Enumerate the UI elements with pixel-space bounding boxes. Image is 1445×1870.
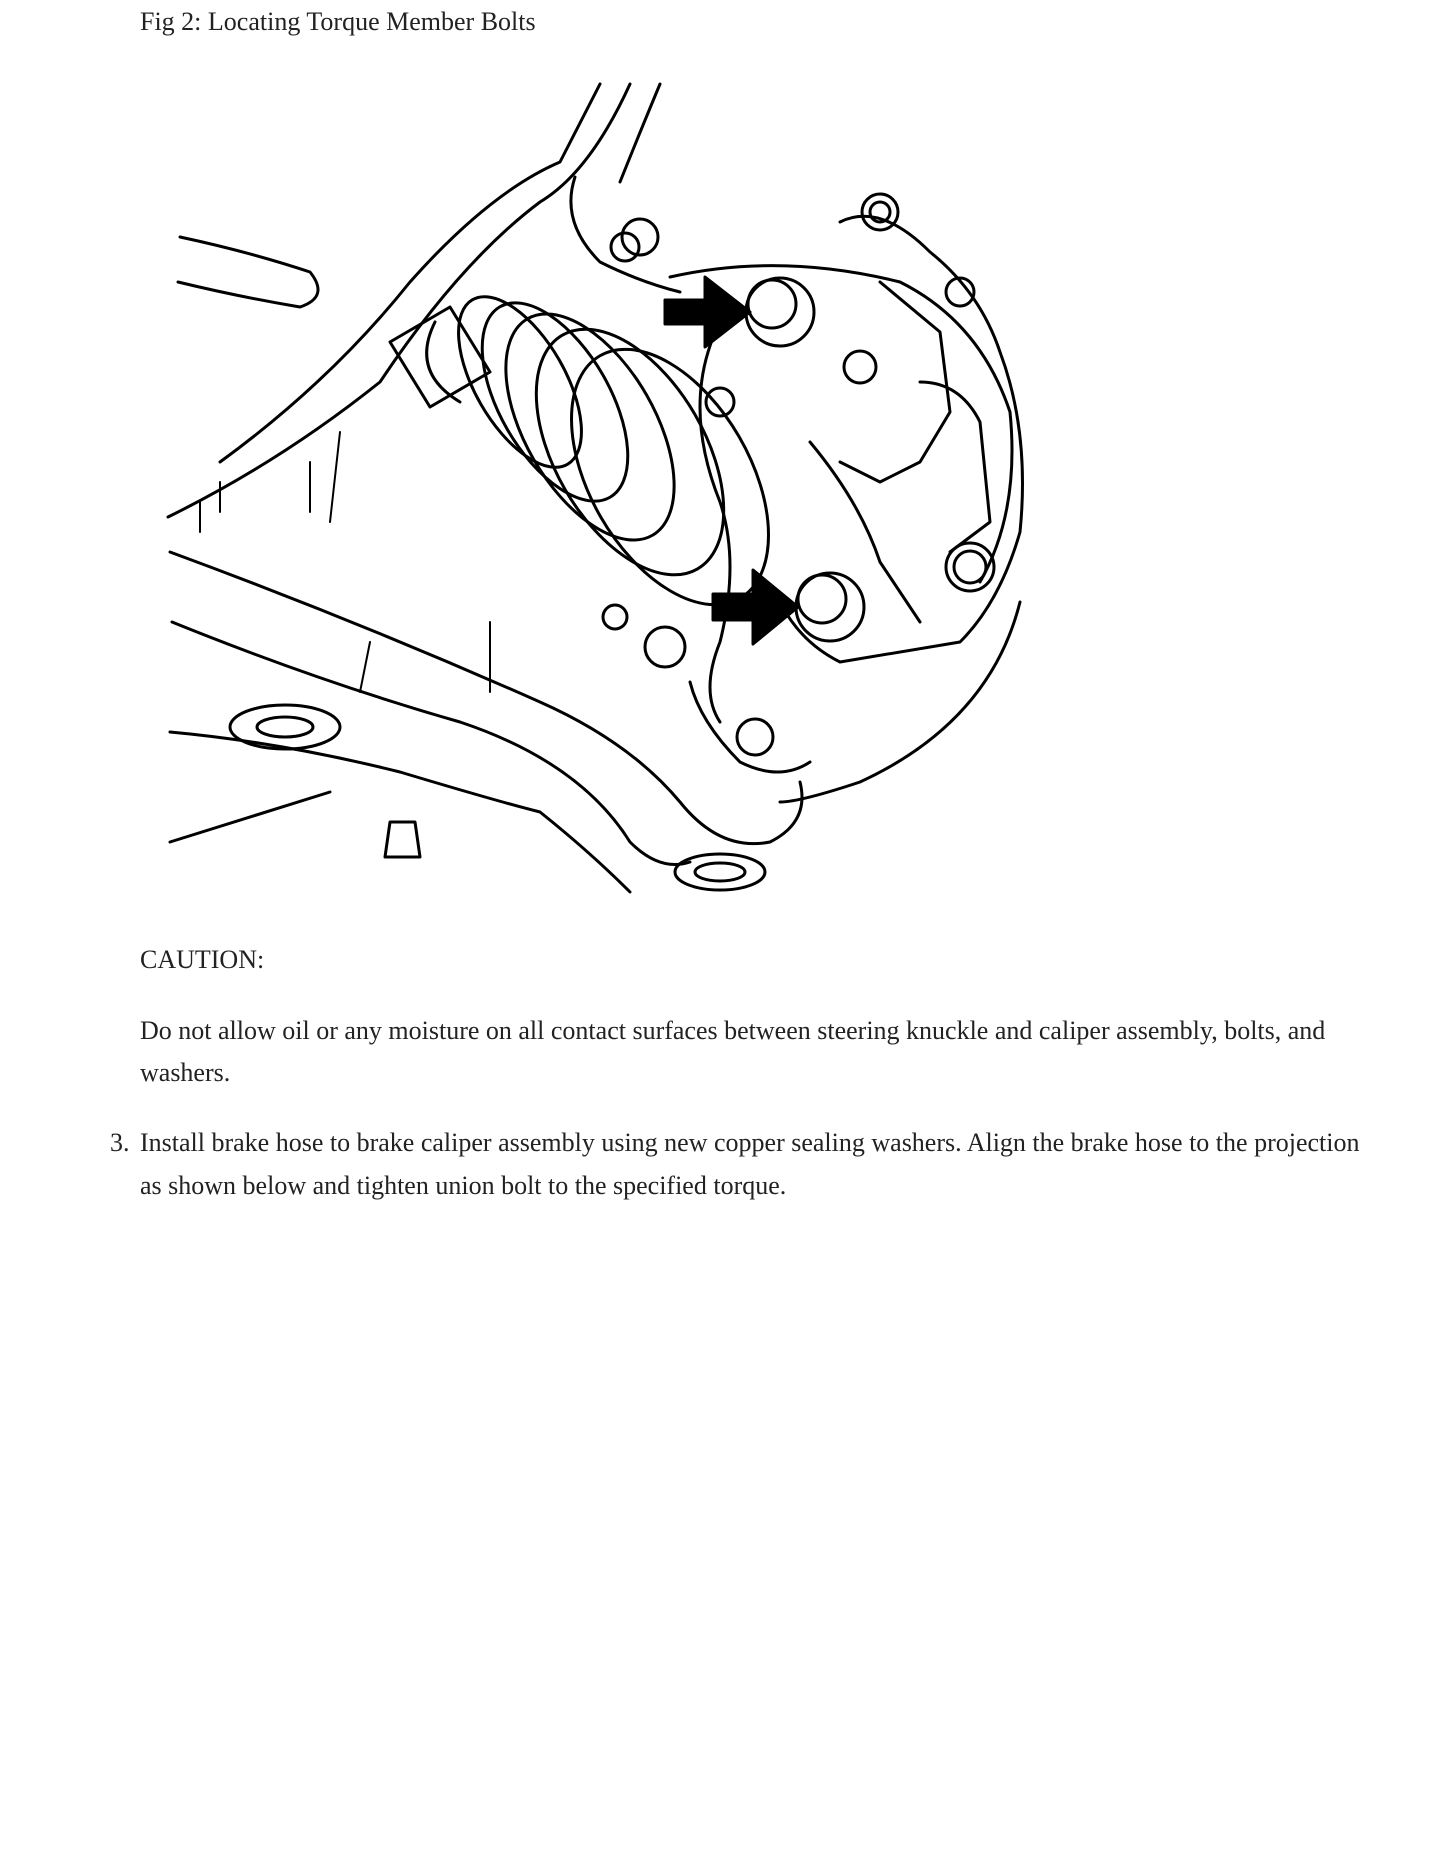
- torque-member-bolts-figure: [160, 82, 1120, 902]
- strut-outline: [178, 237, 318, 307]
- step-text: Install brake hose to brake caliper assembly using new copper sealing washers. Align the brake hose to the projection as shown below and tighten union bolt to the specified torque.: [140, 1128, 1360, 1200]
- caution-heading: CAUTION:: [140, 945, 265, 974]
- lower-torque-member-bolt: [796, 573, 864, 641]
- body-outline-upper: [168, 84, 630, 517]
- hatch-lines: [200, 432, 340, 532]
- figure-caption: Fig 2: Locating Torque Member Bolts: [140, 7, 536, 36]
- step-item: [110, 1121, 1360, 1207]
- cv-boot: [390, 277, 809, 638]
- arrow-icon-lower: [713, 570, 798, 644]
- ball-joint: [675, 854, 765, 890]
- knuckle-hole-lower: [603, 605, 627, 629]
- bushing-left: [230, 705, 340, 749]
- knuckle-arm: [700, 322, 730, 722]
- body-outline-inner: [220, 84, 600, 462]
- frame-line: [170, 792, 330, 842]
- caliper-assembly: [780, 194, 1023, 662]
- step-number: 3.: [110, 1128, 130, 1157]
- knuckle-bolt-lower: [645, 627, 685, 667]
- caution-text: Do not allow oil or any moisture on all contact surfaces between steering knuckle and caliper assembly, bolts, and washers.: [140, 1016, 1326, 1087]
- nut: [385, 822, 420, 857]
- ball-joint-inner: [695, 863, 745, 881]
- lower-arm-bottom: [170, 732, 630, 892]
- rotor-lower-edge: [780, 602, 1020, 802]
- upper-torque-member-bolt: [746, 278, 814, 346]
- lower-arm-upper-edge: [170, 552, 802, 844]
- knuckle-lower: [690, 682, 810, 772]
- bushing-left-inner: [257, 717, 313, 737]
- arrow-icon-upper: [665, 277, 750, 347]
- knuckle-bolt-mid: [706, 388, 734, 416]
- brake-assembly-drawing: [160, 82, 1120, 902]
- arm-bolt: [737, 719, 773, 755]
- strut-line: [620, 84, 660, 182]
